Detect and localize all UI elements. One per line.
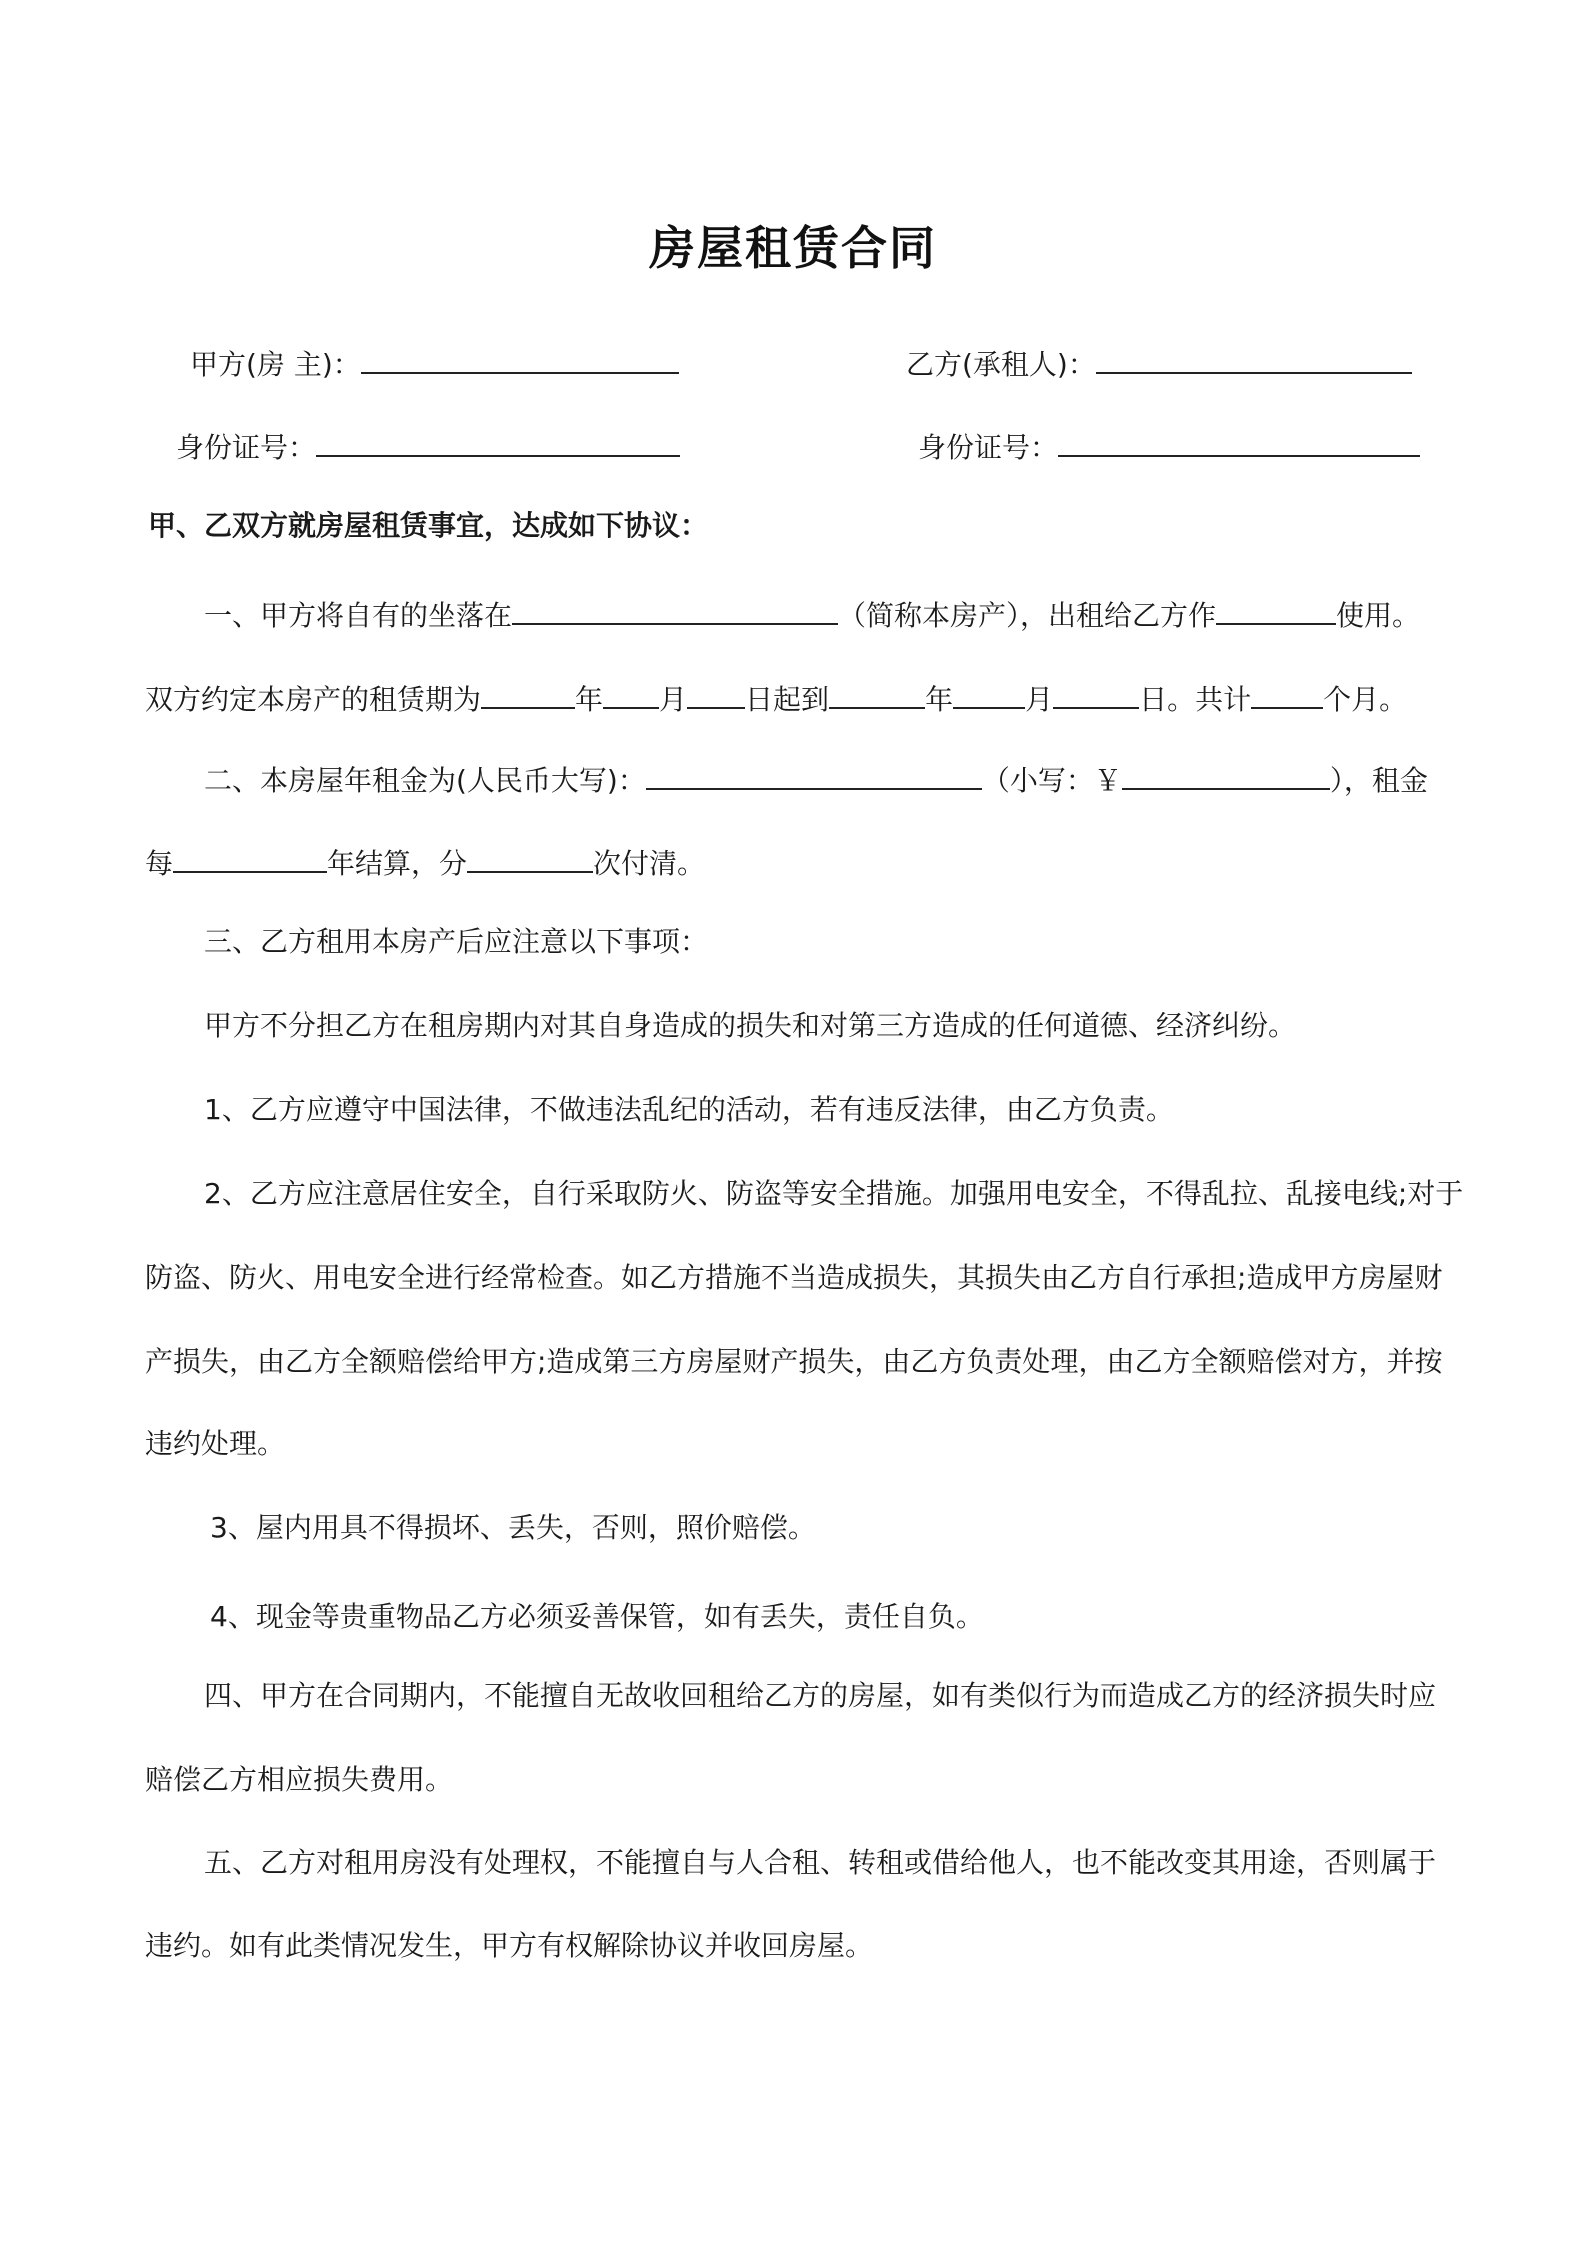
end-year-blank[interactable] [829, 677, 925, 709]
total-months-blank[interactable] [1251, 677, 1323, 709]
id-b-row [918, 425, 1420, 468]
id-b-label: 身份证号： [918, 431, 1059, 464]
clause1-line2 [145, 677, 1407, 720]
settlement-years-blank[interactable] [173, 841, 327, 873]
start-day-label: 日起到 [745, 683, 830, 716]
end-day-label: 日。共计 [1139, 683, 1252, 716]
clause3-item2-line2: 防盗、防火、用电安全进行经常检查。如乙方措施不当造成损失，其损失由乙方自行承担;造成甲方房屋财 [145, 1261, 1443, 1294]
clause4-line2: 赔偿乙方相应损失费用。 [145, 1763, 454, 1796]
end-day-blank[interactable] [1053, 677, 1139, 709]
clause5-line2: 违约。如有此类情况发生，甲方有权解除协议并收回房屋。 [145, 1929, 874, 1962]
clause3-item2-line1: 2、乙方应注意居住安全，自行采取防火、防盗等安全措施。加强用电安全，不得乱拉、乱接电线;对于 [204, 1177, 1464, 1210]
clause2-text-c: ），租金 [1329, 764, 1428, 797]
start-year-blank[interactable] [481, 677, 575, 709]
party-b-row [906, 342, 1412, 385]
clause2-each-label: 每 [145, 847, 174, 880]
lease-period-label: 双方约定本房产的租赁期为 [145, 683, 482, 716]
party-a-row [190, 342, 679, 385]
property-use-blank[interactable] [1216, 593, 1336, 625]
clause3-item1: 1、乙方应遵守中国法律，不做违法乱纪的活动，若有违反法律，由乙方负责。 [204, 1093, 1174, 1126]
id-b-blank[interactable] [1058, 425, 1420, 457]
start-year-label: 年 [575, 683, 604, 716]
clause2-settlement-label: 年结算，分 [327, 847, 468, 880]
party-a-label: 甲方(房 主)： [190, 348, 361, 381]
rent-uppercase-blank[interactable] [646, 758, 982, 790]
clause3-item2-line3: 产损失，由乙方全额赔偿给甲方;造成第三方房屋财产损失，由乙方负责处理，由乙方全额赔偿对方，并按 [145, 1345, 1443, 1378]
end-month-label: 月 [1025, 683, 1054, 716]
clause2-text-b: （小写：￥ [981, 764, 1122, 797]
clause1-text-a: 一、甲方将自有的坐落在 [204, 599, 513, 632]
clause1-text-c: 使用。 [1336, 599, 1421, 632]
clause3-note: 甲方不分担乙方在租房期内对其自身造成的损失和对第三方造成的任何道德、经济纠纷。 [204, 1009, 1297, 1042]
start-month-label: 月 [659, 683, 688, 716]
installments-blank[interactable] [467, 841, 593, 873]
total-months-label: 个月。 [1323, 683, 1408, 716]
clause1-line1 [204, 593, 1420, 636]
clause1-text-b: （简称本房产），出租给乙方作 [838, 599, 1217, 632]
clause2-text-a: 二、本房屋年租金为(人民币大写)： [204, 764, 646, 797]
id-a-row [176, 425, 680, 468]
clause5-line1: 五、乙方对租用房没有处理权，不能擅自与人合租、转租或借给他人，也不能改变其用途，否则属于 [204, 1846, 1437, 1879]
start-day-blank[interactable] [687, 677, 745, 709]
end-month-blank[interactable] [953, 677, 1025, 709]
clause3-item2-line4: 违约处理。 [145, 1427, 286, 1460]
document-title: 房屋租赁合同 [649, 221, 937, 275]
end-year-label: 年 [925, 683, 954, 716]
rent-number-blank[interactable] [1122, 758, 1330, 790]
clause2-line2 [145, 841, 705, 884]
party-b-label: 乙方(承租人)： [906, 348, 1096, 381]
party-a-blank[interactable] [361, 342, 679, 374]
party-b-blank[interactable] [1096, 342, 1412, 374]
property-location-blank[interactable] [512, 593, 838, 625]
clause2-installments-label: 次付清。 [593, 847, 706, 880]
start-month-blank[interactable] [603, 677, 659, 709]
id-a-blank[interactable] [316, 425, 680, 457]
clause3-heading: 三、乙方租用本房产后应注意以下事项： [204, 925, 709, 958]
clause3-item4: 4、现金等贵重物品乙方必须妥善保管，如有丢失，责任自负。 [210, 1600, 984, 1633]
clause2-line1 [204, 758, 1428, 801]
clause3-item3: 3、屋内用具不得损坏、丢失，否则，照价赔偿。 [210, 1511, 816, 1544]
clause4-line1: 四、甲方在合同期内，不能擅自无故收回租给乙方的房屋，如有类似行为而造成乙方的经济损失时应 [204, 1679, 1437, 1712]
id-a-label: 身份证号： [176, 431, 317, 464]
intro-text: 甲、乙双方就房屋租赁事宜，达成如下协议： [148, 509, 709, 542]
